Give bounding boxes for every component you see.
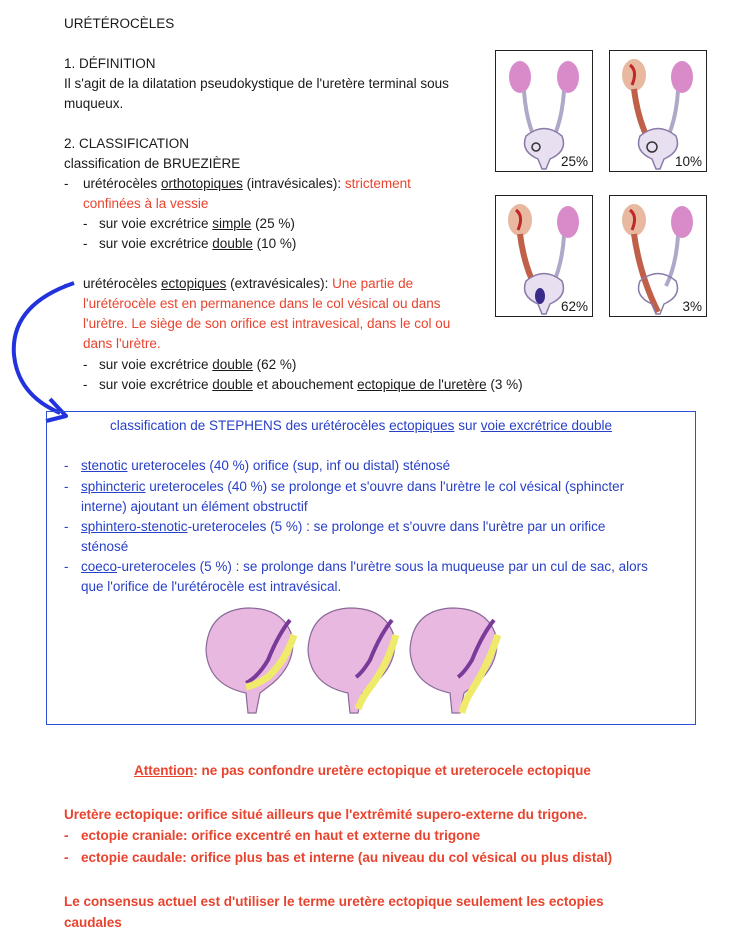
ortho-item: urétérocèles orthotopiques (intravésicales): strictement: [83, 176, 411, 191]
consensus-line-1: Le consensus actuel est d'utiliser le terme uretère ectopique seulement les ectopies: [64, 894, 604, 909]
stephens-item-1: stenotic ureteroceles (40 %) orifice (sup, inf ou distal) sténosé: [81, 458, 451, 473]
definition-heading: 1. DÉFINITION: [64, 56, 156, 71]
ectopic-ureter-def: Uretère ectopique: orifice situé ailleurs que l'extrêmité supero-externe du trigone.: [64, 807, 588, 822]
curved-arrow-icon: [0, 275, 80, 425]
dash-bullet: -: [83, 377, 88, 392]
image-label: 10%: [674, 154, 702, 169]
dash-bullet: -: [64, 276, 69, 291]
definition-line-2: muqueux.: [64, 96, 124, 111]
stephens-item-3: sphintero-stenotic-ureteroceles (5 %) : se prolonge et s'ouvre dans l'urètre par un orifice: [81, 519, 606, 534]
stephens-title: classification de STEPHENS des urétérocèles ectopiques sur voie excrétrice double: [110, 418, 613, 433]
ecto-red-4: dans l'urètre.: [83, 336, 161, 351]
diagram-simple-ortho: [495, 50, 593, 172]
diagram-double-ortho: [609, 50, 707, 172]
diagram-double-ectopic-ureter: [609, 195, 707, 317]
bladder-diagram-2: [308, 608, 396, 713]
ectopic-ureter-item-2: ectopie caudale: orifice plus bas et interne (au niveau du col vésical ou plus distal): [81, 850, 613, 865]
dash-bullet: -: [64, 458, 69, 473]
consensus-line-2: caudales: [64, 915, 122, 930]
image-label: 3%: [682, 299, 702, 314]
definition-line-1: Il s'agit de la dilatation pseudokystique de l'uretère terminal sous: [64, 76, 449, 91]
ecto-red-2: l'urétérocèle est en permanence dans le col vésical ou dans: [83, 296, 441, 311]
attention-note: Attention: ne pas confondre uretère ectopique et ureterocele ectopique: [134, 763, 591, 778]
bladder-diagrams: [198, 605, 508, 715]
classification-heading: 2. CLASSIFICATION: [64, 136, 190, 151]
dash-bullet: -: [83, 357, 88, 372]
stephens-item-2: sphincteric ureteroceles (40 %) se prolonge et s'ouvre dans l'urètre le col vésical (sphincter: [81, 479, 625, 494]
bladder-diagram-1: [206, 608, 294, 713]
dash-bullet: -: [83, 216, 88, 231]
dash-bullet: -: [64, 479, 69, 494]
classification-subheading: classification de BRUEZIÈRE: [64, 156, 241, 171]
stephens-item-4: coeco-ureteroceles (5 %) : se prolonge dans l'urètre sous la muqueuse par un cul de sac, alors: [81, 559, 648, 574]
diagram-double-ecto: [495, 195, 593, 317]
ortho-sub-1: sur voie excrétrice simple (25 %): [99, 216, 295, 231]
page-title: URÉTÉROCÈLES: [64, 16, 175, 31]
ecto-sub-1: sur voie excrétrice double (62 %): [99, 357, 297, 372]
stephens-item-2-line2: interne) ajoutant un élément obstructif: [81, 499, 308, 514]
dash-bullet: -: [64, 559, 69, 574]
stephens-item-3-line2: sténosé: [81, 539, 129, 554]
ortho-sub-2: sur voie excrétrice double (10 %): [99, 236, 297, 251]
dash-bullet: -: [64, 850, 69, 865]
ecto-sub-2: sur voie excrétrice double et abouchement ectopique de l'uretère (3 %): [99, 377, 523, 392]
ectopic-ureter-item-1: ectopie craniale: orifice excentré en haut et externe du trigone: [81, 828, 481, 843]
ecto-red-3: l'urètre. Le siège de son orifice est intravesical, dans le col ou: [83, 316, 451, 331]
dash-bullet: -: [64, 828, 69, 843]
image-label: 62%: [560, 299, 588, 314]
ortho-item-red: confinées à la vessie: [83, 196, 209, 211]
dash-bullet: -: [83, 236, 88, 251]
bladder-diagram-3: [410, 608, 498, 713]
dash-bullet: -: [64, 519, 69, 534]
dash-bullet: -: [64, 176, 69, 191]
stephens-item-4-line2: que l'orifice de l'urétérocèle est intravésical.: [81, 579, 342, 594]
image-label: 25%: [560, 154, 588, 169]
ecto-item: urétérocèles ectopiques (extravésicales): Une partie de: [83, 276, 414, 291]
